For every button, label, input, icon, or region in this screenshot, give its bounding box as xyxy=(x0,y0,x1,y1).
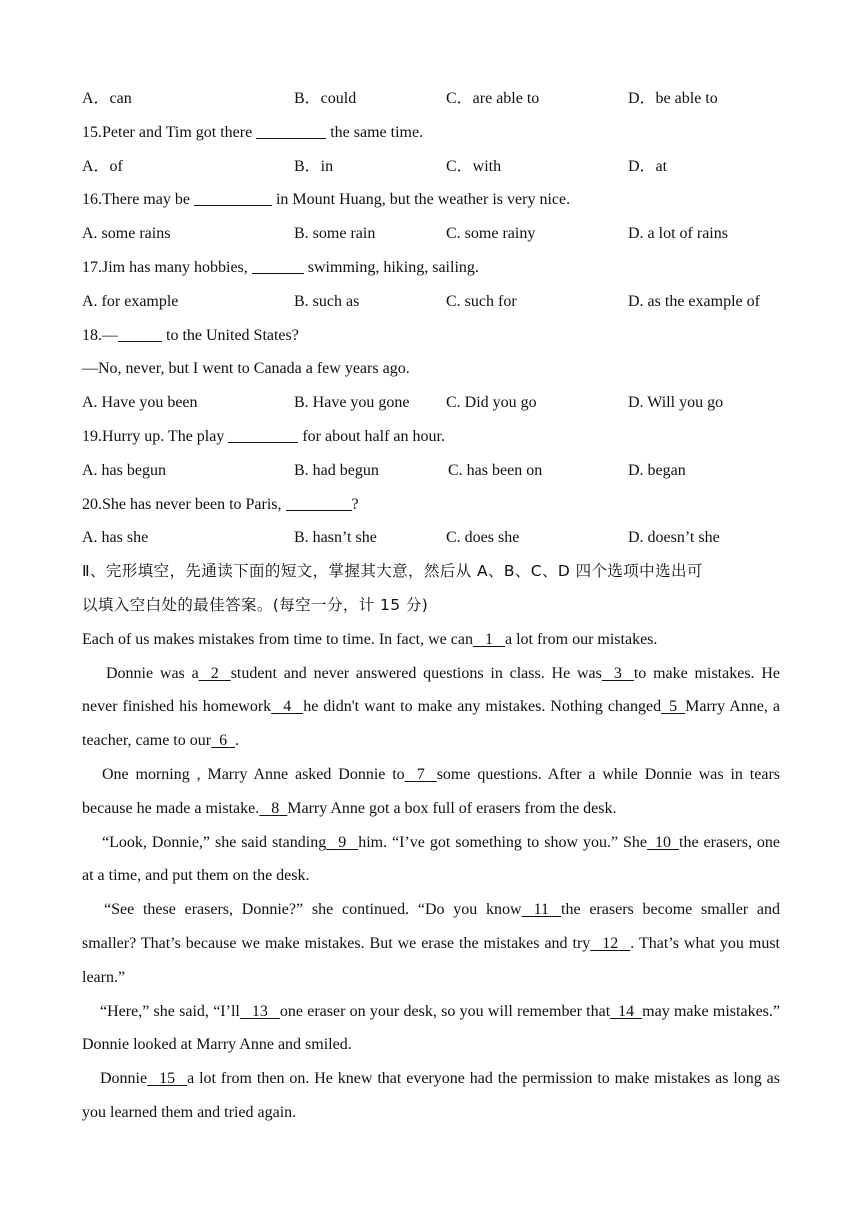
passage-paragraph-4 xyxy=(82,826,780,894)
passage-text: a lot from then on. He knew that everyone had the permission to make mistakes as long as you learned them and tried again. xyxy=(82,1070,780,1121)
passage-text: Donnie was a xyxy=(106,664,199,682)
q15-blank xyxy=(256,137,326,139)
blank-number: 11 xyxy=(533,901,550,919)
q18-option-c[interactable]: C. Did you go xyxy=(446,394,537,412)
passage-text: Donnie xyxy=(100,1070,148,1088)
blank-number: 8 xyxy=(271,799,280,817)
blank-11 xyxy=(522,893,561,927)
passage-paragraph-7 xyxy=(82,1062,780,1130)
q19-blank xyxy=(228,441,298,443)
q18-blank xyxy=(118,340,162,342)
passage-text: “See these erasers, Donnie?” she continued. “Do you know xyxy=(104,901,522,919)
q20-stem-before: 20.She has never been to Paris, xyxy=(82,495,286,513)
blank-number: 13 xyxy=(251,1002,268,1020)
q20-options xyxy=(82,521,780,555)
passage-paragraph-2 xyxy=(82,657,780,758)
q19-stem xyxy=(82,420,780,454)
blank-13 xyxy=(240,995,280,1029)
q15-options xyxy=(82,150,780,184)
q20-blank xyxy=(286,509,352,511)
blank-10 xyxy=(647,826,679,860)
q15-stem xyxy=(82,116,780,150)
blank-9 xyxy=(326,826,358,860)
passage-text: the erasers, one at a time, and put them on the desk. xyxy=(82,833,781,885)
q14-option-c[interactable]: C．are able to xyxy=(446,90,540,107)
q16-blank xyxy=(194,204,272,206)
passage-text: One morning , Marry Anne asked Donnie to xyxy=(102,765,405,783)
q19-stem-before: 19.Hurry up. The play xyxy=(82,427,229,445)
q18-option-a[interactable]: A. Have you been xyxy=(82,394,198,412)
q17-option-a[interactable]: A. for example xyxy=(82,292,179,310)
blank-8 xyxy=(259,792,287,826)
blank-1 xyxy=(473,623,505,657)
q16-options xyxy=(82,217,780,251)
blank-number: 10 xyxy=(655,833,672,851)
blank-number: 6 xyxy=(219,732,228,750)
q19-option-b[interactable]: B. had begun xyxy=(294,461,379,479)
blank-14 xyxy=(610,995,642,1029)
blank-2 xyxy=(199,657,231,691)
q16-option-d[interactable]: D. a lot of rains xyxy=(628,225,728,243)
q17-blank xyxy=(252,272,304,274)
blank-number: 4 xyxy=(283,698,292,716)
blank-number: 15 xyxy=(159,1070,176,1088)
q19-stem-after: for about half an hour. xyxy=(298,427,445,445)
q17-option-d[interactable]: D. as the example of xyxy=(628,292,760,310)
passage-text: a lot from our mistakes. xyxy=(504,630,658,648)
q17-options xyxy=(82,285,780,319)
q20-option-b[interactable]: B. hasn’t she xyxy=(294,529,377,547)
q16-stem-after: in Mount Huang, but the weather is very nice. xyxy=(271,191,571,209)
passage-text: “Here,” she said, “I’ll xyxy=(100,1002,240,1020)
blank-number: 1 xyxy=(484,630,493,648)
blank-3 xyxy=(602,657,634,691)
q20-stem xyxy=(82,488,780,522)
passage-text: Each of us makes mistakes from time to time. In fact, we can xyxy=(82,630,473,648)
passage-text: some questions. After a while Donnie was in tears because he made a mistake. xyxy=(82,765,781,817)
passage-text: . xyxy=(235,732,240,750)
q15-stem-after: the same time. xyxy=(326,123,424,141)
passage-paragraph-3 xyxy=(82,758,780,826)
q16-option-b[interactable]: B. some rain xyxy=(294,225,376,243)
q20-option-a[interactable]: A. has she xyxy=(82,529,149,547)
q18-stem xyxy=(82,319,780,353)
q16-stem-before: 16.There may be xyxy=(82,191,194,209)
blank-number: 14 xyxy=(618,1002,635,1020)
q15-option-b[interactable]: B．in xyxy=(294,157,334,175)
q17-stem-before: 17.Jim has many hobbies, xyxy=(82,258,252,276)
passage-text: to make mistakes. He never finished his homework xyxy=(82,664,780,716)
passage-paragraph-1 xyxy=(82,623,780,657)
q15-option-a[interactable]: A．of xyxy=(82,157,123,175)
q17-option-b[interactable]: B. such as xyxy=(294,292,360,310)
q14-option-a[interactable]: A．can xyxy=(82,90,132,107)
q14-option-b[interactable]: B．could xyxy=(294,90,357,107)
blank-4 xyxy=(271,690,303,724)
q19-options xyxy=(82,454,780,488)
passage-text: . That’s what you must learn.” xyxy=(82,934,781,986)
q14-options xyxy=(82,82,780,116)
q18-stem-before: 18.— xyxy=(82,326,118,344)
blank-number: 9 xyxy=(338,833,347,851)
passage-text: one eraser on your desk, so you will remember that xyxy=(279,1002,611,1020)
section2-heading-line1: Ⅱ、完形填空，先通读下面的短文，掌握其大意，然后从 A、B、C、D 四个选项中选出可 xyxy=(82,562,703,581)
q15-option-d[interactable]: D．at xyxy=(628,157,668,175)
blank-5 xyxy=(661,690,685,724)
passage-text: he didn't want to make any mistakes. Nothing changed xyxy=(303,698,662,716)
q20-option-c[interactable]: C. does she xyxy=(446,529,520,547)
q20-option-d[interactable]: D. doesn’t she xyxy=(628,529,720,547)
passage-text: Marry Anne got a box full of erasers from the desk. xyxy=(287,799,617,817)
passage-text: him. “I’ve got something to show you.” She xyxy=(358,833,648,851)
q17-stem xyxy=(82,251,780,285)
q19-option-a[interactable]: A. has begun xyxy=(82,461,166,479)
blank-number: 2 xyxy=(210,664,219,682)
q15-option-c[interactable]: C．with xyxy=(446,157,502,175)
blank-15 xyxy=(147,1062,187,1096)
q18-option-b[interactable]: B. Have you gone xyxy=(294,394,410,412)
q16-stem xyxy=(82,183,780,217)
q16-option-a[interactable]: A. some rains xyxy=(82,225,171,243)
passage-text: the erasers become smaller and smaller? That’s because we make mistakes. But we erase the mistakes and try xyxy=(82,901,781,952)
blank-number: 3 xyxy=(613,664,622,682)
q15-stem-before: 15.Peter and Tim got there xyxy=(82,123,257,141)
exam-page xyxy=(82,82,780,1130)
q19-option-d[interactable]: D. began xyxy=(628,461,686,479)
passage-paragraph-6 xyxy=(82,995,780,1063)
q14-option-d[interactable]: D．be able to xyxy=(628,90,718,107)
passage-text: may make mistakes.” Donnie looked at Marry Anne and smiled. xyxy=(82,1002,780,1054)
passage-text: “Look, Donnie,” she said standing xyxy=(102,833,327,851)
blank-7 xyxy=(405,758,437,792)
passage-text: Marry Anne, a teacher, came to our xyxy=(82,698,780,750)
q16-option-c[interactable]: C. some rainy xyxy=(446,225,536,243)
passage-paragraph-5 xyxy=(82,893,780,994)
section2-heading-line2: 以填入空白处的最佳答案。(每空一分，计 15 分) xyxy=(82,595,429,614)
blank-12 xyxy=(590,927,630,961)
q18-options xyxy=(82,386,780,420)
q19-option-c[interactable]: C. has been on xyxy=(448,461,543,479)
q18-stem-after: to the United States? xyxy=(162,326,299,344)
blank-6 xyxy=(211,724,235,758)
q17-option-c[interactable]: C. such for xyxy=(446,292,517,310)
blank-number: 7 xyxy=(416,765,425,783)
blank-number: 5 xyxy=(669,698,678,716)
q18-option-d[interactable]: D. Will you go xyxy=(628,394,724,412)
blank-number: 12 xyxy=(602,934,619,952)
q17-stem-after: swimming, hiking, sailing. xyxy=(303,258,479,276)
q20-stem-after: ? xyxy=(351,495,359,513)
q18-reply: —No, never, but I went to Canada a few years ago. xyxy=(82,360,410,378)
passage-text: student and never answered questions in class. He was xyxy=(230,664,602,682)
